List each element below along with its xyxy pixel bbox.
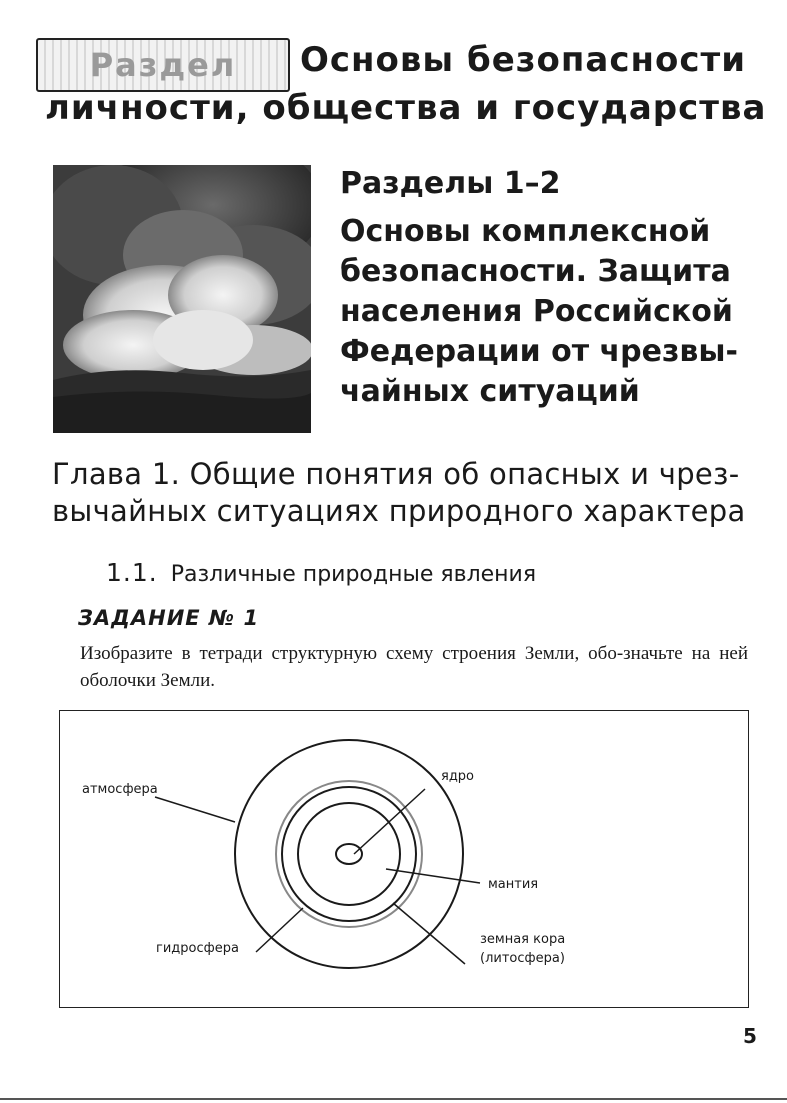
page-number: 5 [743, 1024, 757, 1048]
subsection-heading [106, 558, 536, 587]
earth-structure-diagram [59, 710, 749, 1008]
part-title: Разделы 1–2 [340, 166, 561, 201]
subsection-title: Различные природные явления [170, 562, 537, 587]
header-title-line1: Основы безопасности [300, 40, 747, 80]
mantle-circle [298, 803, 400, 905]
bottom-rule [0, 1098, 787, 1100]
label-crust-line1: земная кора [480, 932, 566, 947]
label-hydrosphere: гидросфера [156, 941, 239, 956]
label-core: ядро [441, 769, 475, 784]
header-title-line2: личности, общества и государства [45, 88, 767, 128]
earth-structure-svg [60, 711, 750, 1009]
label-crust-line2: (литосфера) [480, 951, 565, 966]
task-text: Изобразите в тетради структурную схему строения Земли, обо-значьте на ней оболочки Земли. [80, 643, 748, 691]
atmosphere-leader [155, 797, 235, 822]
subsection-number: 1.1. [106, 558, 158, 587]
label-mantle: мантия [488, 877, 539, 892]
chapter-title: Глава 1. Общие понятия об опасных и чрез-вычайных ситуациях природного характера [52, 457, 746, 528]
mantle-leader [386, 869, 480, 883]
volcano-eruption-image [53, 165, 311, 433]
section-tab: Раздел [36, 38, 290, 92]
part-subtitle: Основы комплексной безопасности. Защита населения Российской Федерации от чрезвы-чайных ситуаций [340, 214, 738, 409]
task-title: ЗАДАНИЕ № 1 [78, 606, 260, 630]
core-ellipse [336, 844, 362, 864]
crust-circle [282, 787, 416, 921]
label-atmosphere: атмосфера [82, 782, 158, 797]
